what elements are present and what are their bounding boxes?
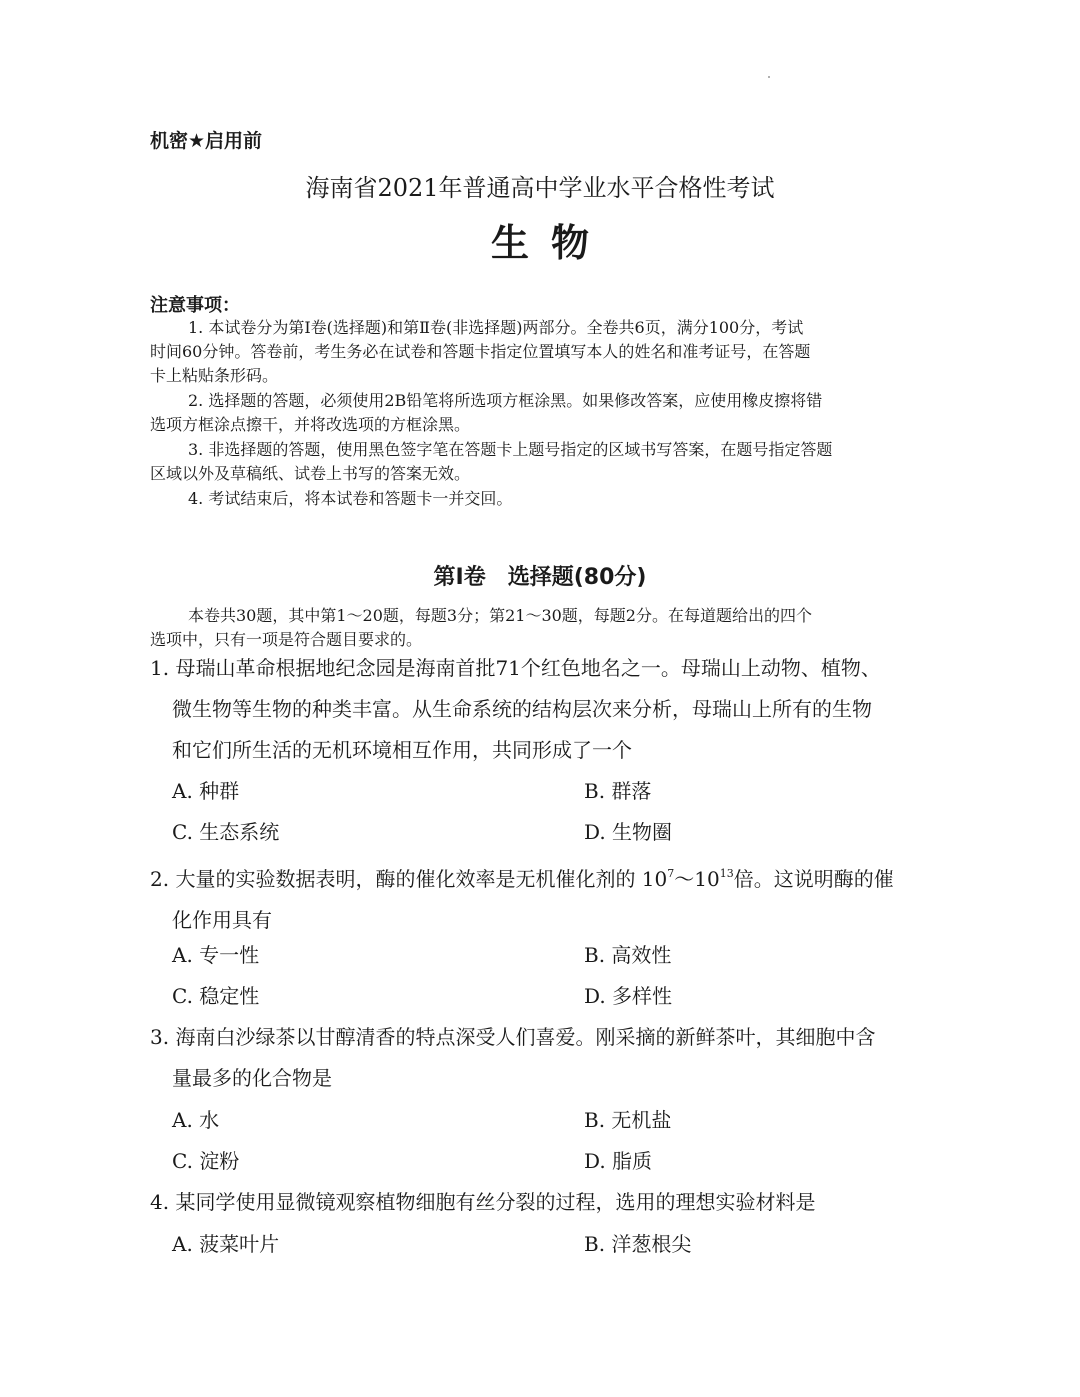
notice-line: 4. 考试结束后，将本试卷和答题卡一并交回。 (188, 489, 513, 508)
q3-option-d: D. 脂质 (584, 1149, 653, 1173)
question-stem: 1. 母瑞山革命根据地纪念园是海南首批71个红色地名之一。母瑞山上动物、植物、 (150, 656, 881, 680)
section-desc-line: 选项中，只有一项是符合题目要求的。 (150, 630, 423, 649)
question-stem (150, 853, 894, 900)
notice-heading: 注意事项： (150, 295, 240, 316)
notice-line: 1. 本试卷分为第Ⅰ卷(选择题)和第Ⅱ卷(非选择题)两部分。全卷共6页，满分100分，考试 (188, 318, 804, 337)
notice-line: 卡上粘贴条形码。 (150, 366, 279, 385)
q1-option-a: A. 种群 (172, 779, 240, 803)
q2-option-b: B. 高效性 (584, 943, 672, 967)
section-desc-line: 本卷共30题，其中第1～20题，每题3分；第21～30题，每题2分。在每道题给出的四个 (188, 606, 812, 625)
notice-item-4 (150, 487, 940, 511)
q3-option-a: A. 水 (172, 1108, 220, 1132)
notice-line: 区域以外及草稿纸、试卷上书写的答案无效。 (150, 464, 471, 483)
question-stem: 和它们所生活的无机环境相互作用，共同形成了一个 (172, 738, 632, 762)
exam-title: 海南省2021年普通高中学业水平合格性考试 (305, 174, 775, 202)
scan-speck (768, 76, 770, 78)
q1-option-d: D. 生物圈 (584, 820, 673, 844)
q2-option-a: A. 专一性 (172, 943, 260, 967)
question-stem: 3. 海南白沙绿茶以甘醇清香的特点深受人们喜爱。刚采摘的新鲜茶叶，其细胞中含 (150, 1025, 876, 1049)
question-stem: 微生物等生物的种类丰富。从生命系统的结构层次来分析，母瑞山上所有的生物 (172, 697, 872, 721)
q3-option-b: B. 无机盐 (584, 1108, 672, 1132)
q2-stem-text: 倍。这说明酶的催 (733, 867, 894, 891)
q2-stem-text: ～10 (674, 867, 720, 891)
question-stem: 化作用具有 (172, 908, 272, 932)
notice-item-2 (150, 389, 940, 437)
q2-exponent-low: 7 (667, 867, 675, 880)
question-stem: 4. 某同学使用显微镜观察植物细胞有丝分裂的过程，选用的理想实验材料是 (150, 1190, 816, 1214)
section-description (150, 604, 812, 652)
notice-line: 时间60分钟。答卷前，考生务必在试卷和答题卡指定位置填写本人的姓名和准考证号，在答题 (150, 342, 811, 361)
subject-title: 生物 (490, 221, 611, 265)
notice-line: 选项方框涂点擦干，并将改选项的方框涂黑。 (150, 415, 471, 434)
notice-line: 3. 非选择题的答题，使用黑色签字笔在答题卡上题号指定的区域书写答案，在题号指定答题 (188, 440, 833, 459)
section-title: 第Ⅰ卷 选择题(80分) (433, 565, 647, 590)
q1-option-c: C. 生态系统 (172, 820, 280, 844)
q1-option-b: B. 群落 (584, 779, 652, 803)
q2-exponent-high: 13 (719, 867, 734, 880)
q2-option-d: D. 多样性 (584, 984, 673, 1008)
notice-item-3 (150, 438, 940, 486)
q4-option-a: A. 菠菜叶片 (172, 1232, 280, 1256)
question-2 (150, 853, 894, 941)
q3-option-c: C. 淀粉 (172, 1149, 240, 1173)
q2-stem-text: 2. 大量的实验数据表明，酶的催化效率是无机催化剂的 10 (150, 867, 668, 891)
notice-item-1 (150, 316, 940, 388)
question-1 (150, 648, 881, 771)
question-3 (150, 1017, 875, 1099)
confidential-label: 机密★启用前 (150, 130, 263, 152)
question-4 (150, 1182, 815, 1223)
question-stem: 量最多的化合物是 (172, 1066, 332, 1090)
q2-option-c: C. 稳定性 (172, 984, 260, 1008)
q4-option-b: B. 洋葱根尖 (584, 1232, 692, 1256)
notice-line: 2. 选择题的答题，必须使用2B铅笔将所选项方框涂黑。如果修改答案，应使用橡皮擦将错 (188, 391, 823, 410)
